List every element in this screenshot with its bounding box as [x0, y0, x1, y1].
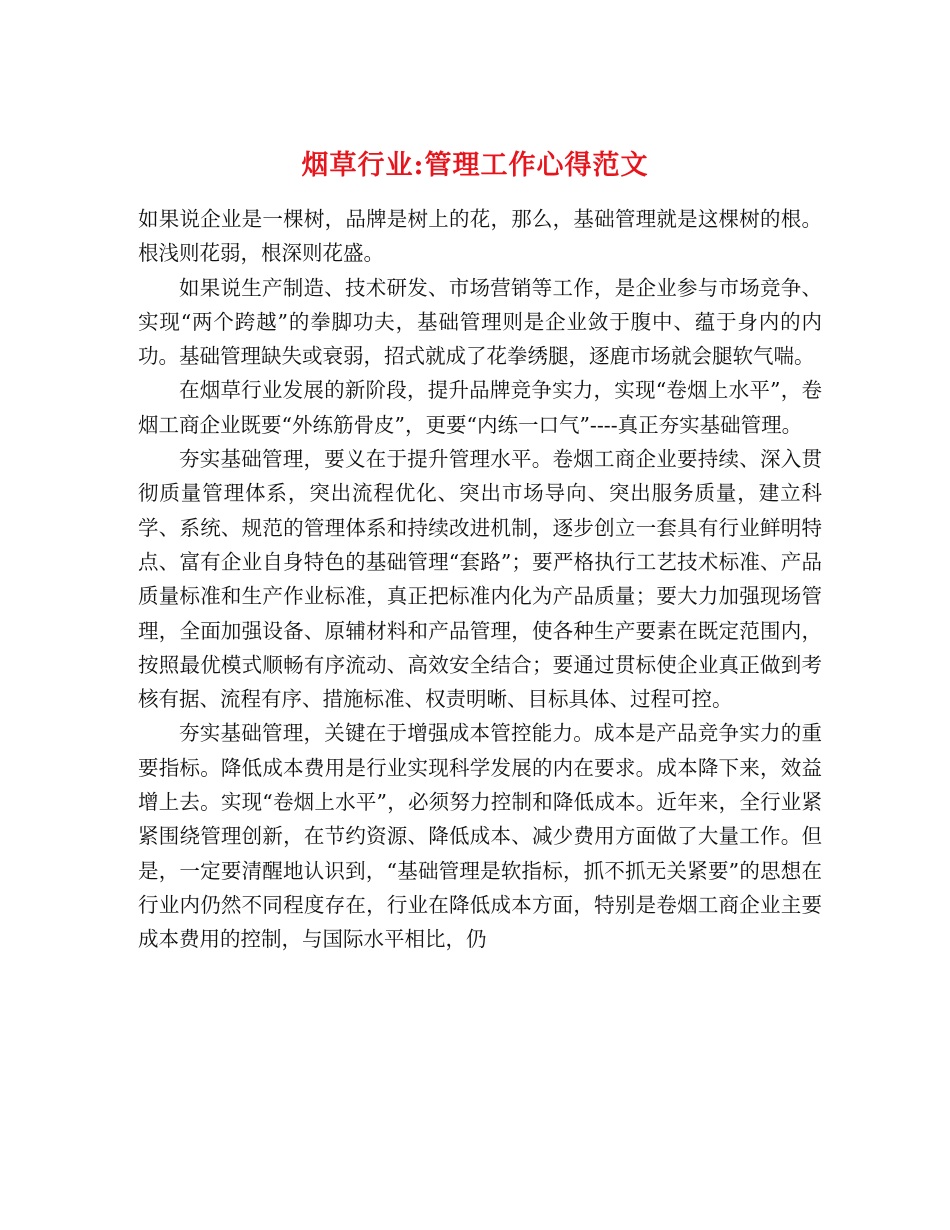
paragraph-3: 在烟草行业发展的新阶段，提升品牌竞争实力，实现“卷烟上水平”，卷烟工商企业既要“外练筋骨皮”，更要“内练一口气”----真正夯实基础管理。 [138, 378, 822, 437]
document-title: 烟草行业:管理工作心得范文 [301, 150, 649, 182]
document-body [138, 202, 822, 957]
paragraph-4: 夯实基础管理，要义在于提升管理水平。卷烟工商企业要持续、深入贯彻质量管理体系，突出流程优化、突出市场导向、突出服务质量，建立科学、系统、规范的管理体系和持续改进机制，逐步创立一套具有行业鲜明特点、富有企业自身特色的基础管理“套路”；要严格执行工艺技术标准、产品质量标准和生产作业标准，真正把标准内化为产品质量；要大力加强现场管理，全面加强设备、原辅材料和产品管理，使各种生产要素在既定范围内，按照最优模式顺畅有序流动、高效安全结合；要通过贯标使企业真正做到考核有据、流程有序、措施标准、权责明晰、目标具体、过程可控。 [138, 447, 822, 712]
paragraph-1: 如果说企业是一棵树，品牌是树上的花，那么，基础管理就是这棵树的根。根浅则花弱，根深则花盛。 [138, 207, 822, 266]
paragraph-2: 如果说生产制造、技术研发、市场营销等工作，是企业参与市场竞争、实现“两个跨越”的拳脚功夫，基础管理则是企业敛于腹中、蕴于身内的内功。基础管理缺失或衰弱，招式就成了花拳绣腿，逐鹿市场就会腿软气喘。 [138, 275, 822, 369]
paragraph-5: 夯实基础管理，关键在于增强成本管控能力。成本是产品竞争实力的重要指标。降低成本费用是行业实现科学发展的内在要求。成本降下来，效益增上去。实现“卷烟上水平”，必须努力控制和降低成本。近年来，全行业紧紧围绕管理创新，在节约资源、降低成本、减少费用方面做了大量工作。但是，一定要清醒地认识到，“基础管理是软指标，抓不抓无关紧要”的思想在行业内仍然不同程度存在，行业在降低成本方面，特别是卷烟工商企业主要成本费用的控制，与国际水平相比，仍 [138, 721, 822, 952]
